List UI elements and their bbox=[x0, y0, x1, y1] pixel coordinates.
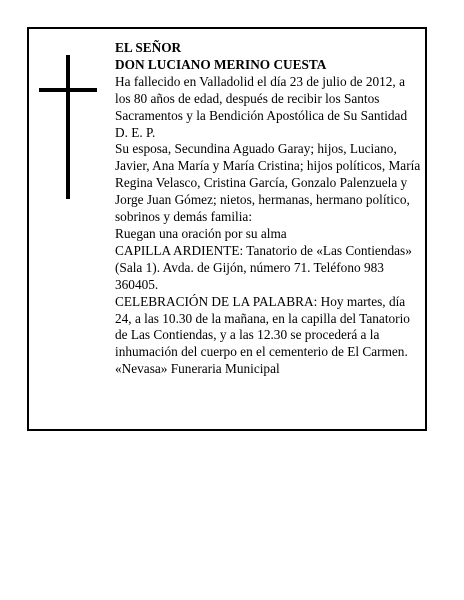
ceremony-info: CELEBRACIÓN DE LA PALABRA: Hoy martes, día 24, a las 10.30 de la mañana, en la capilla del Tanatorio de Las Contiendas, y a las 12.30 se procederá a la inhumación del cuerpo en el cementerio de El Carmen. bbox=[115, 293, 410, 360]
prayer-request: Ruegan una oración por su alma bbox=[115, 225, 287, 241]
death-announcement: Ha fallecido en Valladolid el día 23 de julio de 2012, a los 80 años de edad, después de recibir los Santos Sacramentos y la Bendición Apostólica de Su Santidad D. E. P. bbox=[115, 73, 408, 140]
cross-vertical-bar bbox=[66, 55, 70, 199]
family-list: Su esposa, Secundina Aguado Garay; hijos, Luciano, Javier, Ana María y María Cristina; hijos políticos, María Regina Velasco, Cristina García, Gonzalo Palenzuela y Jorge Juan Gómez; nietos, hermanas, hermano político, sobrinos y demás familia: bbox=[115, 141, 421, 225]
chapel-info: CAPILLA ARDIENTE: Tanatorio de «Las Contiendas» (Sala 1). Avda. de Gijón, número 71. Teléfono 983 360405. bbox=[115, 242, 412, 292]
cross-icon bbox=[39, 55, 97, 199]
notice-title: EL SEÑOR bbox=[115, 40, 182, 55]
obituary-notice bbox=[27, 27, 427, 431]
deceased-name: DON LUCIANO MERINO CUESTA bbox=[115, 56, 327, 72]
notice-text bbox=[115, 40, 423, 378]
cross-horizontal-bar bbox=[39, 88, 97, 92]
funeral-home: «Nevasa» Funeraria Municipal bbox=[115, 361, 280, 377]
